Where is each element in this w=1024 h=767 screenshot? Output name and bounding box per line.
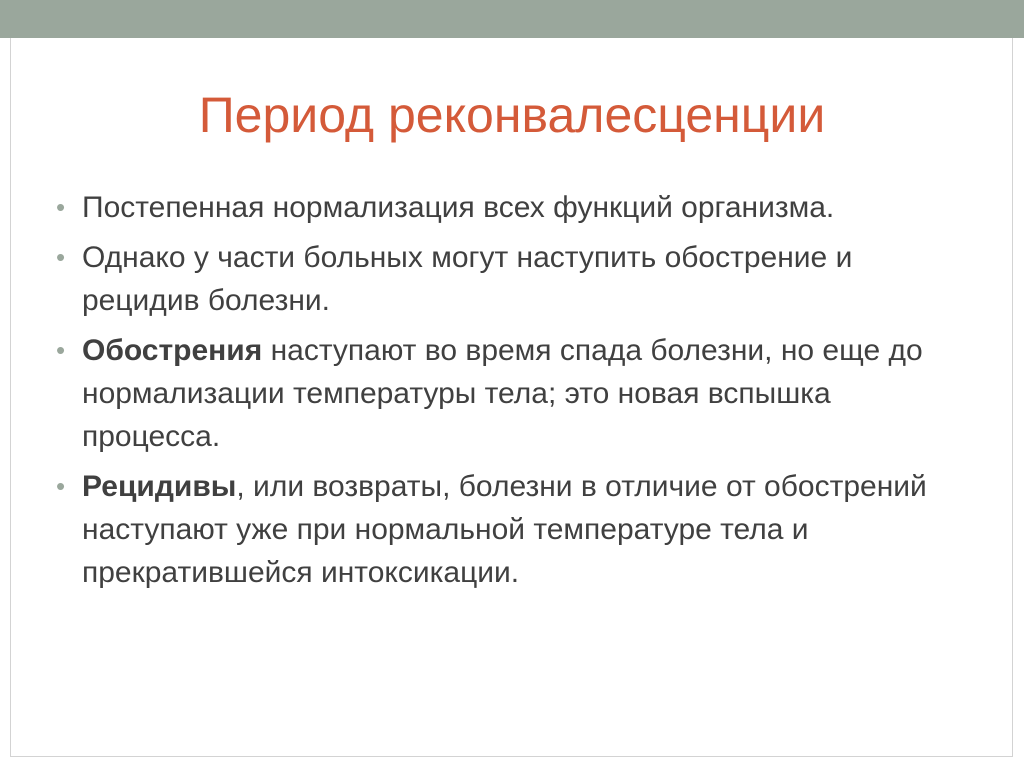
bullet-item bbox=[56, 186, 976, 229]
bullet-bold-text: Обострения bbox=[82, 334, 263, 367]
bullet-text: наступают во время спада болезни, но еще до нормализации температуры тела; это новая вспышка процесса. bbox=[82, 334, 923, 453]
bullet-list bbox=[56, 186, 976, 601]
bullet-dot-icon: • bbox=[56, 471, 66, 501]
bullet-dot-icon: • bbox=[56, 192, 66, 222]
bullet-item bbox=[56, 236, 976, 322]
bullet-text: Постепенная нормализация всех функций организма. bbox=[82, 191, 835, 224]
bullet-item bbox=[56, 465, 976, 594]
top-accent-band bbox=[0, 0, 1024, 38]
bullet-dot-icon: • bbox=[56, 242, 66, 272]
bullet-dot-icon: • bbox=[56, 335, 66, 365]
slide-title: Период реконвалесценции bbox=[198, 87, 826, 143]
bullet-text: , или возвраты, болезни в отличие от обострений наступают уже при нормальной температуре тела и прекратившейся интоксикации. bbox=[82, 470, 927, 589]
bullet-bold-text: Рецидивы bbox=[82, 470, 237, 503]
bullet-item bbox=[56, 329, 976, 458]
bullet-text: Однако у части больных могут наступить обострение и рецидив болезни. bbox=[82, 241, 853, 317]
